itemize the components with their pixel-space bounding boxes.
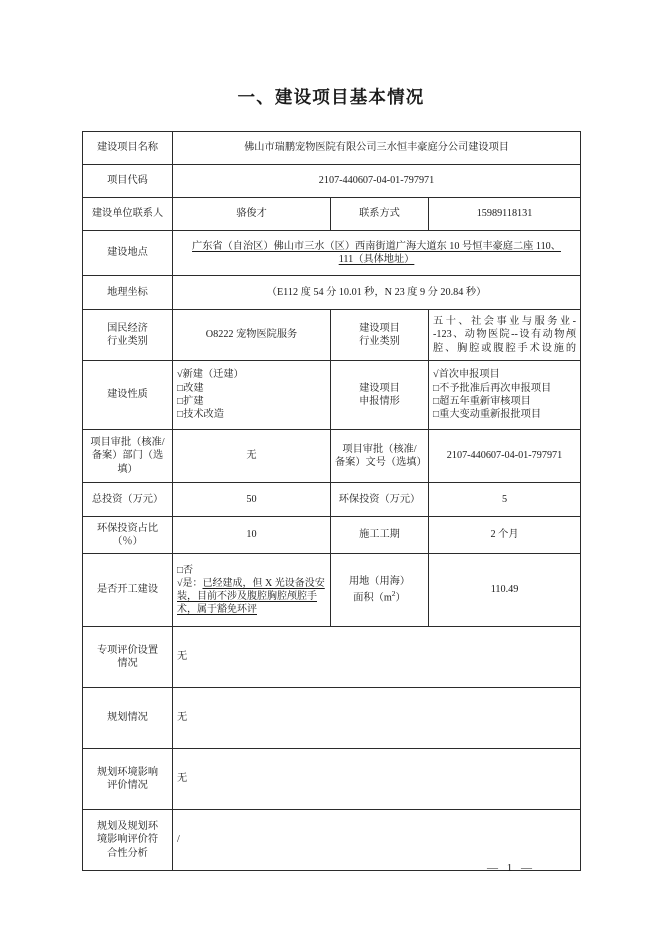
started-option-yes-note: 已经建成，但 X 光设备没安装，目前不涉及腹腔胸腔颅腔手术，属于豁免环评 <box>177 577 325 616</box>
label-project-code: 项目代码 <box>83 165 173 198</box>
label-land-area <box>331 554 429 627</box>
label-project-industry-line-2: 行业类别 <box>359 336 400 347</box>
declaration-option-2[interactable] <box>433 395 576 408</box>
nature-option-0[interactable] <box>177 368 326 381</box>
table-row-planning-eia <box>83 749 581 810</box>
label-consistency-line-1: 规划及规划环 <box>96 820 159 832</box>
declaration-option-1-label: 不予批准后再次申报项目 <box>439 382 552 394</box>
table-row-investment <box>83 483 581 517</box>
table-row-coordinates <box>83 276 581 310</box>
label-project-name: 建设项目名称 <box>83 132 173 165</box>
declaration-option-0-mark: √ <box>433 369 439 381</box>
construction-nature-options <box>173 361 331 430</box>
label-approval-department <box>83 430 173 483</box>
table-row-env-ratio <box>83 517 581 554</box>
table-row-planning <box>83 688 581 749</box>
declaration-option-3-mark: □ <box>433 409 440 421</box>
nature-option-0-mark: √ <box>177 369 183 381</box>
label-industry-line-2: 行业类别 <box>107 336 148 347</box>
declaration-option-3[interactable] <box>433 408 576 421</box>
nature-option-1-mark: □ <box>177 382 184 394</box>
nature-option-3-label: 技术改造 <box>183 409 224 421</box>
started-option-yes[interactable] <box>177 577 326 617</box>
nature-option-3-mark: □ <box>177 409 184 421</box>
label-contact-method: 联系方式 <box>331 198 429 231</box>
nature-option-3[interactable] <box>177 408 326 421</box>
label-env-investment: 环保投资（万元） <box>331 483 429 517</box>
label-approval-doc <box>331 430 429 483</box>
value-env-investment: 5 <box>429 483 581 517</box>
page-number: — 1 — <box>487 862 535 874</box>
nature-option-2[interactable] <box>177 395 326 408</box>
started-option-no-mark: □ <box>177 564 184 576</box>
value-land-area: 110.49 <box>429 554 581 627</box>
declaration-option-3-label: 重大变动重新报批项目 <box>439 409 542 421</box>
table-row-project-name <box>83 132 581 165</box>
label-started-construction: 是否开工建设 <box>83 554 173 627</box>
value-location <box>173 231 581 276</box>
page-footer <box>0 862 662 874</box>
declaration-options <box>429 361 581 430</box>
label-approval-line-1: 项目审批（核准/ <box>90 436 165 448</box>
label-special-eval-line-1: 专项评价设置 <box>96 644 159 656</box>
land-area-unit-superscript: 2 <box>391 588 396 598</box>
label-consistency-line-2: 境影响评价符 <box>96 834 159 846</box>
nature-option-2-label: 扩建 <box>183 396 204 407</box>
label-special-eval-line-2: 情况 <box>117 658 138 669</box>
table-row-nature <box>83 361 581 430</box>
value-approval-doc: 2107-440607-04-01-797971 <box>429 430 581 483</box>
table-row-special-eval <box>83 627 581 688</box>
started-option-no-label: 否 <box>183 564 194 576</box>
nature-option-1-label: 改建 <box>183 382 204 394</box>
label-project-industry-line-1: 建设项目 <box>359 322 400 334</box>
label-declaration-line-2: 申报情形 <box>359 396 400 407</box>
table-row-location <box>83 231 581 276</box>
value-industry-category: O8222 宠物医院服务 <box>173 310 331 361</box>
label-industry-category <box>83 310 173 361</box>
label-approval-doc-line-2: 备案）文号（选填） <box>335 457 427 468</box>
label-construction-nature: 建设性质 <box>83 361 173 430</box>
label-construction-duration: 施工工期 <box>331 517 429 554</box>
declaration-option-0[interactable] <box>433 368 576 381</box>
label-project-industry <box>331 310 429 361</box>
declaration-option-0-label: 首次申报项目 <box>438 369 500 381</box>
label-special-evaluation <box>83 627 173 688</box>
value-total-investment: 50 <box>173 483 331 517</box>
nature-option-2-mark: □ <box>177 396 184 407</box>
value-coordinates: （E112 度 54 分 10.01 秒，N 23 度 9 分 20.84 秒） <box>173 276 581 310</box>
nature-option-0-label: 新建（迁建） <box>182 369 244 381</box>
label-planning-eia <box>83 749 173 810</box>
label-declaration-line-1: 建设项目 <box>359 382 400 394</box>
value-project-industry: 五十、社会事业与服务业--123、动物医院--设有动物颅腔、胸腔或腹腔手术设施的 <box>429 310 581 361</box>
label-planning: 规划情况 <box>83 688 173 749</box>
page-title: 一、建设项目基本情况 <box>237 87 425 107</box>
value-approval-department: 无 <box>173 430 331 483</box>
label-land-area-line-1: 用地（用海） <box>348 576 411 588</box>
table-row-started <box>83 554 581 627</box>
value-project-name: 佛山市瑞鹏宠物医院有限公司三水恒丰豪庭分公司建设项目 <box>173 132 581 165</box>
label-env-ratio <box>83 517 173 554</box>
table-row-industry <box>83 310 581 361</box>
value-env-ratio: 10 <box>173 517 331 554</box>
value-construction-duration: 2 个月 <box>429 517 581 554</box>
label-contact-person: 建设单位联系人 <box>83 198 173 231</box>
value-contact-method: 15989118131 <box>429 198 581 231</box>
value-special-evaluation: 无 <box>173 627 581 688</box>
label-approval-line-3: 填） <box>117 463 138 475</box>
nature-option-1[interactable] <box>177 382 326 395</box>
label-land-area-line-2: 面积$(m^2)$ <box>353 588 406 604</box>
label-planning-eia-line-2: 评价情况 <box>107 780 148 791</box>
label-total-investment: 总投资（万元） <box>83 483 173 517</box>
label-location: 建设地点 <box>83 231 173 276</box>
label-industry-line-1: 国民经济 <box>107 322 148 334</box>
table-row-project-code <box>83 165 581 198</box>
label-planning-eia-line-1: 规划环境影响 <box>96 766 159 778</box>
started-option-no[interactable] <box>177 564 326 577</box>
location-line-1: 广东省（自治区）佛山市三水（区）西南街道广海大道东 10 号恒丰豪庭二座 110、 <box>192 240 561 252</box>
project-basic-info-table <box>82 131 581 871</box>
started-option-yes-mark: √ <box>177 577 183 589</box>
value-planning-eia: 无 <box>173 749 581 810</box>
label-declaration-situation <box>331 361 429 430</box>
value-project-code: 2107-440607-04-01-797971 <box>173 165 581 198</box>
declaration-option-2-mark: □ <box>433 396 440 407</box>
label-coordinates: 地理坐标 <box>83 276 173 310</box>
label-approval-line-2: 备案）部门（选 <box>91 450 164 462</box>
started-option-yes-prefix: 是： <box>182 577 203 589</box>
table-row-approval <box>83 430 581 483</box>
value-consistency-analysis: / <box>173 810 581 871</box>
declaration-option-1-mark: □ <box>433 382 440 394</box>
label-approval-doc-line-1: 项目审批（核准/ <box>342 443 417 455</box>
value-planning: 无 <box>173 688 581 749</box>
value-contact-person: 骆俊才 <box>173 198 331 231</box>
started-construction-options <box>173 554 331 627</box>
label-env-ratio-line-2: （％） <box>112 536 143 547</box>
label-env-ratio-line-1: 环保投资占比 <box>96 522 159 534</box>
location-line-2: 111（具体地址） <box>338 254 415 265</box>
table-row-contact <box>83 198 581 231</box>
declaration-option-1[interactable] <box>433 382 576 395</box>
label-consistency-line-3: 合性分析 <box>107 847 148 859</box>
declaration-option-2-label: 超五年重新审核项目 <box>439 396 531 407</box>
